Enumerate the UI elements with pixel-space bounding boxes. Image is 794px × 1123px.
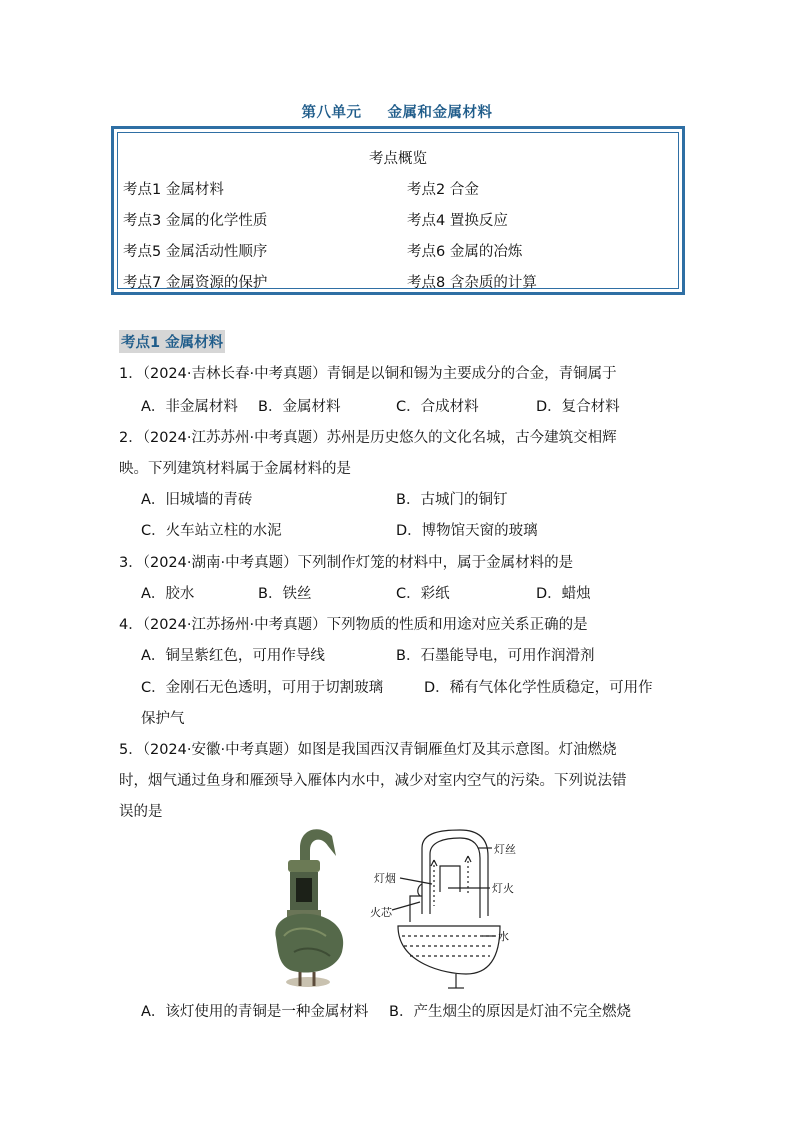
lamp-schematic bbox=[392, 830, 500, 988]
label-water: 水 bbox=[498, 930, 509, 943]
overview-item-1: 考点1 金属材料 bbox=[123, 182, 224, 198]
question-3-stem: 3．（2024·湖南·中考真题）下列制作灯笼的材料中，属于金属材料的是 bbox=[119, 555, 574, 571]
question-4-option-a: A．铜呈紫红色，可用作导线 bbox=[141, 648, 325, 664]
question-1-stem: 1．（2024·吉林长春·中考真题）青铜是以铜和锡为主要成分的合金，青铜属于 bbox=[119, 366, 617, 382]
page-title bbox=[0, 101, 794, 122]
question-5-option-a: A．该灯使用的青铜是一种金属材料 bbox=[141, 1004, 369, 1020]
overview-heading: 考点概览 bbox=[369, 151, 427, 167]
question-1-option-c: C．合成材料 bbox=[396, 399, 479, 415]
question-2-stem-line1: 2．（2024·江苏苏州·中考真题）苏州是历史悠久的文化名城，古今建筑交相辉 bbox=[119, 430, 617, 446]
question-2-option-c: C．火车站立柱的水泥 bbox=[141, 523, 282, 539]
question-2-option-a: A．旧城墙的青砖 bbox=[141, 492, 253, 508]
question-4-option-d-continued: 保护气 bbox=[141, 711, 185, 727]
question-4-option-b: B．石墨能导电，可用作润滑剂 bbox=[396, 648, 595, 664]
question-3-option-d: D．蜡烛 bbox=[536, 586, 591, 602]
question-5-stem-line1: 5．（2024·安徽·中考真题）如图是我国西汉青铜雁鱼灯及其示意图。灯油燃烧 bbox=[119, 742, 617, 758]
bronze-lamp-photo bbox=[275, 829, 343, 987]
question-4-option-c: C．金刚石无色透明，可用于切割玻璃 bbox=[141, 680, 384, 696]
label-wick-top: 灯丝 bbox=[494, 843, 516, 856]
question-5-stem-line2: 时，烟气通过鱼身和雁颈导入雁体内水中，减少对室内空气的污染。下列说法错 bbox=[119, 773, 627, 789]
question-1-option-b: B．金属材料 bbox=[258, 399, 341, 415]
question-5-stem-line3: 误的是 bbox=[119, 804, 163, 820]
label-flame: 灯火 bbox=[492, 882, 514, 895]
question-3-option-b: B．铁丝 bbox=[258, 586, 312, 602]
overview-box bbox=[111, 126, 685, 295]
overview-item-5: 考点5 金属活动性顺序 bbox=[123, 244, 268, 260]
unit-label: 第八单元 bbox=[301, 105, 362, 121]
label-smoke: 灯烟 bbox=[374, 872, 396, 885]
overview-item-6: 考点6 金属的冶炼 bbox=[407, 244, 523, 260]
question-4-stem: 4．（2024·江苏扬州·中考真题）下列物质的性质和用途对应关系正确的是 bbox=[119, 617, 588, 633]
label-core: 火芯 bbox=[370, 906, 392, 919]
overview-item-8: 考点8 含杂质的计算 bbox=[407, 275, 537, 291]
question-2-option-d: D．博物馆天窗的玻璃 bbox=[396, 523, 538, 539]
overview-item-3: 考点3 金属的化学性质 bbox=[123, 213, 268, 229]
section-heading: 考点1 金属材料 bbox=[119, 330, 225, 353]
question-2-stem-line2: 映。下列建筑材料属于金属材料的是 bbox=[119, 461, 351, 477]
question-2-option-b: B．古城门的铜钉 bbox=[396, 492, 508, 508]
question-1-option-a: A．非金属材料 bbox=[141, 399, 238, 415]
overview-item-2: 考点2 合金 bbox=[407, 182, 479, 198]
question-5-option-b: B．产生烟尘的原因是灯油不完全燃烧 bbox=[389, 1004, 631, 1020]
unit-topic: 金属和金属材料 bbox=[387, 105, 493, 121]
goose-fish-lamp-figure bbox=[270, 826, 530, 994]
question-1-option-d: D．复合材料 bbox=[536, 399, 620, 415]
question-3-option-c: C．彩纸 bbox=[396, 586, 450, 602]
overview-item-7: 考点7 金属资源的保护 bbox=[123, 275, 268, 291]
question-4-option-d: D．稀有气体化学性质稳定，可用作 bbox=[424, 680, 653, 696]
question-3-option-a: A．胶水 bbox=[141, 586, 195, 602]
overview-item-4: 考点4 置换反应 bbox=[407, 213, 508, 229]
